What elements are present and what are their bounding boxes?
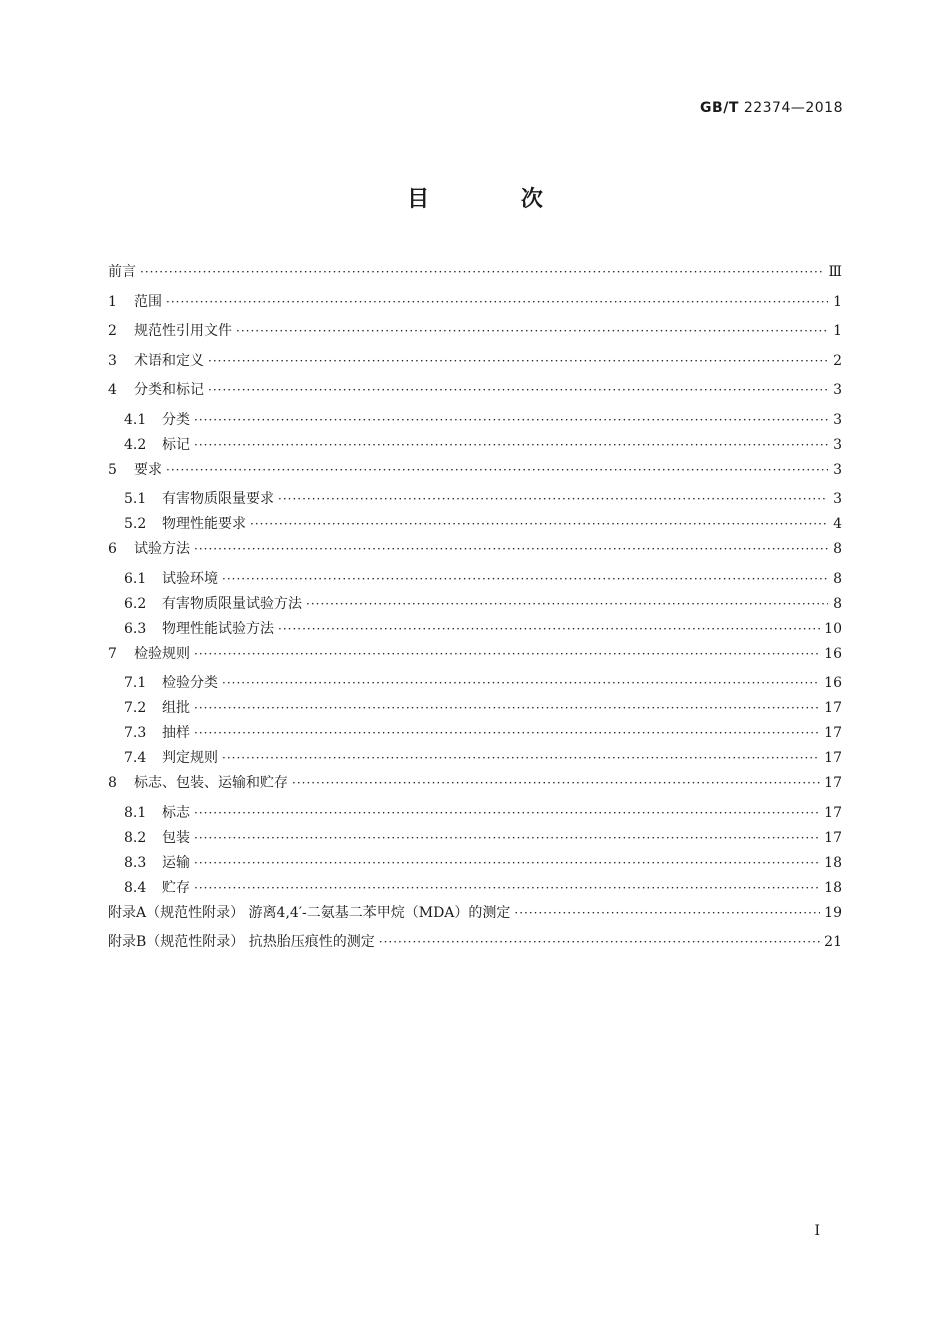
toc-leader-dots — [194, 408, 828, 432]
toc-entry-label: 试验方法 — [134, 541, 190, 557]
toc-leader-dots — [194, 826, 820, 850]
toc-entry[interactable] — [108, 378, 842, 408]
toc-leader-dots — [166, 458, 828, 482]
footer-page-number: Ⅰ — [814, 1223, 820, 1239]
toc-leader-dots — [236, 319, 828, 343]
toc-leader-dots — [250, 512, 828, 536]
toc-leader-dots — [379, 930, 820, 954]
toc-entry-label: 规范性引用文件 — [134, 323, 232, 339]
toc-entry-page: Ⅲ — [828, 264, 842, 280]
toc-entry[interactable] — [108, 349, 842, 379]
toc-entry-page: 4 — [833, 516, 842, 532]
toc-entry-label: 检验规则 — [134, 645, 190, 662]
toc-entry-label: 抽样 — [162, 725, 190, 741]
toc-entry[interactable] — [108, 930, 842, 960]
toc-leader-dots — [194, 851, 820, 875]
toc-entry[interactable] — [108, 537, 842, 567]
toc-entry-label: 分类 — [162, 411, 190, 428]
toc-entry-number: 7.3 — [124, 725, 147, 741]
toc-entry-page: 18 — [824, 854, 842, 871]
toc-entry[interactable] — [108, 567, 842, 592]
toc-entry-page: 8 — [833, 595, 842, 612]
toc-entry-number: 6.3 — [124, 620, 147, 637]
standard-code — [700, 100, 843, 116]
toc-entry-page: 3 — [833, 411, 842, 428]
toc-entry-label: 分类和标记 — [134, 382, 204, 398]
toc-entry-label: 术语和定义 — [134, 352, 204, 369]
toc-entry-label: 运输 — [162, 854, 190, 871]
toc-leader-dots — [278, 617, 820, 641]
toc-leader-dots — [292, 771, 820, 795]
toc-entry-page: 3 — [833, 461, 842, 478]
toc-entry-page: 17 — [824, 804, 842, 821]
toc-entry-number: 5.2 — [124, 516, 147, 532]
toc-entry[interactable] — [108, 746, 842, 771]
toc-entry-page: 17 — [824, 775, 842, 791]
toc-entry-number: 8.2 — [124, 829, 147, 846]
toc-entry-label: 要求 — [134, 461, 162, 478]
toc-entry-page: 16 — [824, 675, 842, 691]
toc-entry[interactable] — [108, 876, 842, 901]
toc-leader-dots — [194, 696, 820, 720]
toc-entry-number: 8.1 — [124, 804, 147, 821]
toc-entry-page: 17 — [824, 700, 842, 716]
toc-entry-label: 判定规则 — [162, 750, 218, 766]
toc-entry[interactable] — [108, 801, 842, 826]
toc-entry-page: 10 — [824, 620, 842, 637]
toc-entry-label: 范围 — [134, 293, 162, 310]
toc-leader-dots — [194, 876, 820, 900]
toc-entry[interactable] — [108, 319, 842, 349]
toc-entry-number: 6.1 — [124, 570, 147, 587]
toc-entry-number: 2 — [108, 323, 117, 339]
toc-entry[interactable] — [108, 408, 842, 433]
toc-entry-page: 16 — [824, 645, 842, 662]
toc-leader-dots — [140, 260, 824, 284]
toc-entry-number: 8 — [108, 775, 117, 791]
toc-leader-dots — [208, 378, 828, 402]
toc-leader-dots — [222, 567, 828, 591]
toc-entry-label: 组批 — [162, 700, 190, 716]
toc-entry-label: 附录A（规范性附录） 游离4,4′-二氨基二苯甲烷（MDA）的测定 — [108, 904, 511, 921]
toc-leader-dots — [194, 721, 820, 745]
toc-entry-label: 前言 — [108, 264, 136, 280]
table-of-contents — [108, 260, 842, 960]
toc-entry-label: 物理性能要求 — [162, 516, 246, 532]
toc-entry-label: 附录B（规范性附录） 抗热胎压痕性的测定 — [108, 934, 375, 950]
toc-leader-dots — [222, 746, 820, 770]
toc-entry-page: 3 — [833, 491, 842, 507]
toc-entry-page: 18 — [824, 879, 842, 896]
toc-entry-label: 物理性能试验方法 — [162, 620, 274, 637]
toc-entry-label: 标志 — [162, 804, 190, 821]
toc-entry-label: 有害物质限量试验方法 — [162, 595, 302, 612]
toc-leader-dots — [514, 901, 820, 925]
toc-leader-dots — [166, 290, 828, 314]
toc-leader-dots — [306, 592, 828, 616]
toc-entry-number: 6 — [108, 541, 117, 557]
toc-entry-page: 8 — [833, 541, 842, 557]
toc-entry-number: 1 — [108, 293, 117, 310]
toc-entry-number: 3 — [108, 352, 117, 369]
toc-entry-page: 21 — [824, 934, 842, 950]
toc-entry-number: 4 — [108, 382, 117, 398]
toc-leader-dots — [208, 349, 828, 373]
toc-leader-dots — [194, 537, 828, 561]
toc-entry-label: 试验环境 — [162, 570, 218, 587]
toc-entry-label: 贮存 — [162, 879, 190, 896]
toc-entry-number: 4.2 — [124, 436, 147, 453]
toc-entry-number: 6.2 — [124, 595, 147, 612]
toc-entry[interactable] — [108, 458, 842, 488]
toc-entry[interactable] — [108, 696, 842, 721]
toc-leader-dots — [194, 801, 820, 825]
toc-entry-label: 标记 — [162, 436, 190, 453]
toc-entry-number: 8.3 — [124, 854, 147, 871]
toc-entry-page: 1 — [833, 323, 842, 339]
toc-entry-page: 3 — [833, 382, 842, 398]
toc-entry[interactable] — [108, 512, 842, 537]
toc-entry[interactable] — [108, 642, 842, 672]
toc-entry[interactable] — [108, 617, 842, 642]
toc-entry-number: 7.1 — [124, 675, 147, 691]
toc-leader-dots — [194, 433, 828, 457]
toc-entry-page: 8 — [833, 570, 842, 587]
toc-entry[interactable] — [108, 487, 842, 512]
toc-entry-label: 标志、包装、运输和贮存 — [134, 775, 288, 791]
toc-entry-page: 17 — [824, 750, 842, 766]
toc-leader-dots — [222, 671, 820, 695]
standard-number: 22374—2018 — [743, 100, 843, 116]
toc-entry-page: 19 — [824, 904, 842, 921]
toc-entry-number: 7 — [108, 645, 117, 662]
toc-entry-label: 包装 — [162, 829, 190, 846]
toc-entry-page: 17 — [824, 829, 842, 846]
toc-entry[interactable] — [108, 671, 842, 696]
toc-entry-page: 1 — [833, 293, 842, 310]
toc-entry[interactable] — [108, 771, 842, 801]
toc-entry[interactable] — [108, 260, 842, 290]
toc-entry[interactable] — [108, 592, 842, 617]
toc-entry-page: 17 — [824, 725, 842, 741]
toc-entry-number: 4.1 — [124, 411, 147, 428]
toc-entry-number: 8.4 — [124, 879, 147, 896]
page-title: 目 次 — [407, 187, 585, 212]
toc-entry[interactable] — [108, 851, 842, 876]
toc-entry[interactable] — [108, 901, 842, 931]
standard-prefix: GB/T — [700, 100, 739, 116]
toc-entry[interactable] — [108, 826, 842, 851]
toc-entry-number: 7.2 — [124, 700, 147, 716]
toc-entry[interactable] — [108, 721, 842, 746]
toc-entry[interactable] — [108, 290, 842, 320]
toc-leader-dots — [278, 487, 828, 511]
toc-entry-label: 有害物质限量要求 — [162, 491, 274, 507]
toc-entry-page: 2 — [833, 352, 842, 369]
toc-entry-label: 检验分类 — [162, 675, 218, 691]
toc-leader-dots — [194, 642, 820, 666]
toc-entry[interactable] — [108, 433, 842, 458]
toc-entry-number: 5.1 — [124, 491, 147, 507]
toc-entry-number: 5 — [108, 461, 117, 478]
toc-entry-page: 3 — [833, 436, 842, 453]
toc-entry-number: 7.4 — [124, 750, 147, 766]
